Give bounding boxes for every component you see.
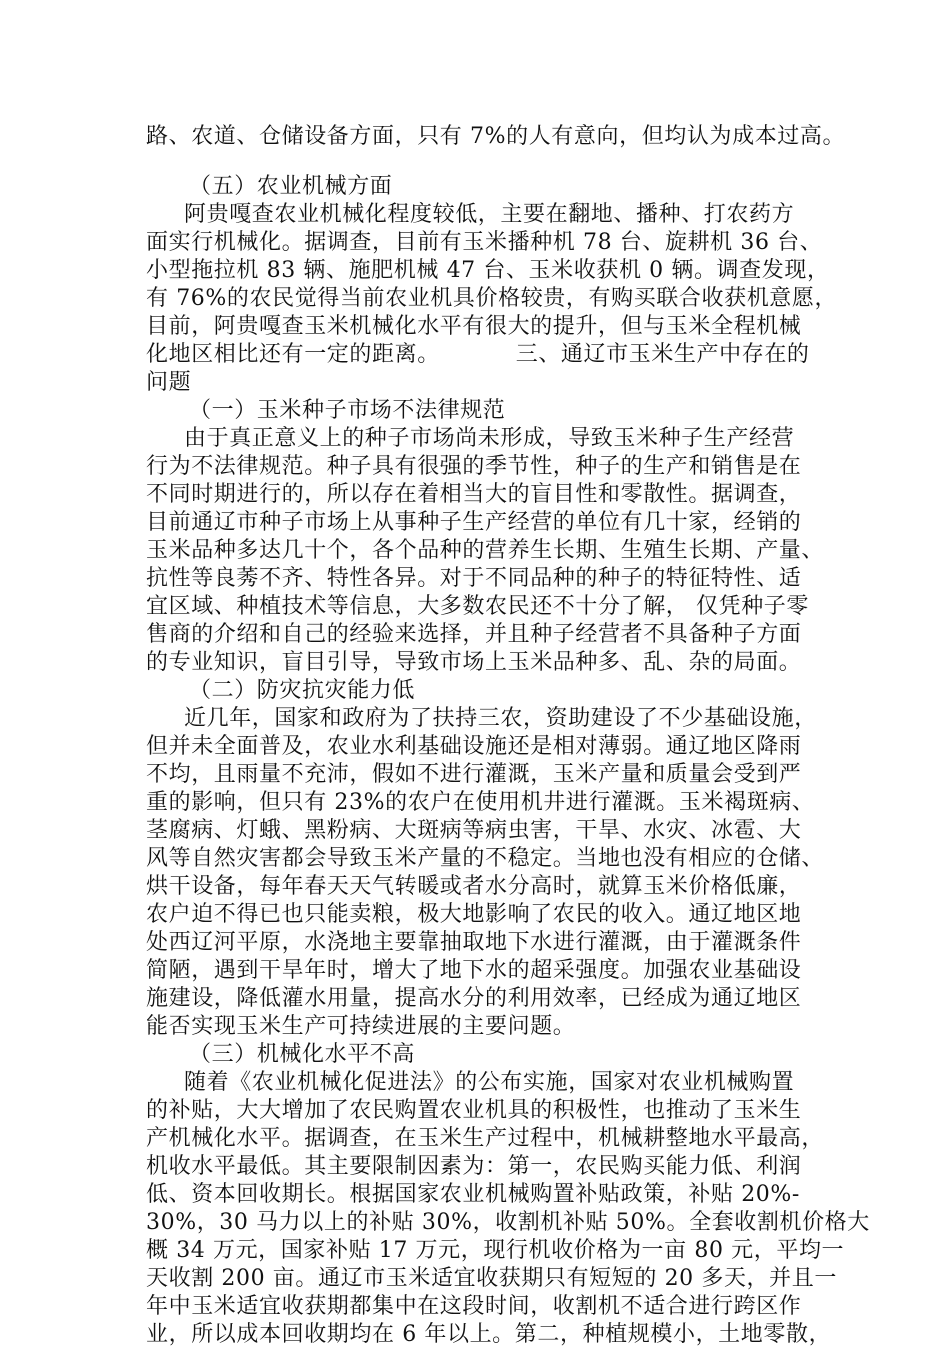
text-line: 阿贵嘎查农业机械化程度较低，主要在翻地、播种、打农药方 bbox=[184, 202, 795, 227]
text-line: 不均，且雨量不充沛，假如不进行灌溉，玉米产量和质量会受到严 bbox=[146, 762, 802, 787]
text-line: 机收水平最低。其主要限制因素为：第一，农民购买能力低、利润 bbox=[146, 1154, 802, 1179]
text-line: 售商的介绍和自己的经验来选择，并且种子经营者不具备种子方面 bbox=[146, 622, 802, 647]
text-line: 烘干设备，每年春天天气转暖或者水分高时，就算玉米价格低廉， bbox=[146, 874, 802, 899]
text-line: 年中玉米适宜收获期都集中在这段时间，收割机不适合进行跨区作 bbox=[146, 1294, 802, 1319]
section-heading: （一）玉米种子市场不法律规范 bbox=[189, 398, 506, 423]
text-line: 宜区域、种植技术等信息，大多数农民还不十分了解， 仅凭种子零 bbox=[146, 594, 809, 619]
section-heading: （三）机械化水平不高 bbox=[189, 1042, 416, 1067]
text-line: 天收割 200 亩。通辽市玉米适宜收获期只有短短的 20 多天，并且一 bbox=[146, 1266, 837, 1291]
text-line: 风等自然灾害都会导致玉米产量的不稳定。当地也没有相应的仓储、 bbox=[146, 846, 825, 871]
text-line: 问题 bbox=[146, 370, 192, 395]
text-line: 农户迫不得已也只能卖粮，极大地影响了农民的收入。通辽地区地 bbox=[146, 902, 802, 927]
text-line: 30%，30 马力以上的补贴 30%，收割机补贴 50%。全套收割机价格大 bbox=[146, 1210, 870, 1235]
text-line: 施建设，降低灌水用量，提高水分的利用效率，已经成为通辽地区 bbox=[146, 986, 802, 1011]
text-line: 但并未全面普及，农业水利基础设施还是相对薄弱。通辽地区降雨 bbox=[146, 734, 802, 759]
text-line: 面实行机械化。据调查，目前有玉米播种机 78 台、旋耕机 36 台、 bbox=[146, 230, 823, 255]
text-line: 小型拖拉机 83 辆、施肥机械 47 台、玉米收获机 0 辆。调查发现， bbox=[146, 258, 830, 283]
text-line: 茎腐病、灯蛾、黑粉病、大斑病等病虫害，干旱、水灾、冰雹、大 bbox=[146, 818, 802, 843]
text-line: 概 34 万元，国家补贴 17 万元，现行机收价格为一亩 80 元，平均一 bbox=[146, 1238, 845, 1263]
text-line: 简陋，遇到干旱年时，增大了地下水的超采强度。加强农业基础设 bbox=[146, 958, 802, 983]
text-line: 化地区相比还有一定的距离。 三、通辽市玉米生产中存在的 bbox=[146, 342, 810, 367]
text-line: 的专业知识，盲目引导，导致市场上玉米品种多、乱、杂的局面。 bbox=[146, 650, 802, 675]
text-line: 低、资本回收期长。根据国家农业机械购置补贴政策，补贴 20%- bbox=[146, 1182, 800, 1207]
text-line: 能否实现玉米生产可持续进展的主要问题。 bbox=[146, 1014, 576, 1039]
text-line: 由于真正意义上的种子市场尚未形成，导致玉米种子生产经营 bbox=[184, 426, 795, 451]
text-line: 玉米品种多达几十个，各个品种的营养生长期、生殖生长期、产量、 bbox=[146, 538, 825, 563]
text-line: 产机械化水平。据调查，在玉米生产过程中，机械耕整地水平最高， bbox=[146, 1126, 825, 1151]
text-line: 的补贴，大大增加了农民购置农业机具的积极性，也推动了玉米生 bbox=[146, 1098, 802, 1123]
text-line: 重的影响，但只有 23%的农户在使用机井进行灌溉。玉米褐斑病、 bbox=[146, 790, 815, 815]
text-line: 路、农道、仓储设备方面，只有 7%的人有意向，但均认为成本过高。 bbox=[146, 124, 846, 149]
text-line: 业，所以成本回收期均在 6 年以上。第二，种植规模小，土地零散， bbox=[146, 1322, 832, 1347]
text-line: 目前通辽市种子市场上从事种子生产经营的单位有几十家，经销的 bbox=[146, 510, 802, 535]
text-line: 不同时期进行的，所以存在着相当大的盲目性和零散性。据调查， bbox=[146, 482, 802, 507]
text-line: 有 76%的农民觉得当前农业机具价格较贵，有购买联合收获机意愿， bbox=[146, 286, 838, 311]
text-line: 处西辽河平原，水浇地主要靠抽取地下水进行灌溉，由于灌溉条件 bbox=[146, 930, 802, 955]
text-line: 行为不法律规范。种子具有很强的季节性，种子的生产和销售是在 bbox=[146, 454, 802, 479]
text-line: 抗性等良莠不齐、特性各异。对于不同品种的种子的特征特性、适 bbox=[146, 566, 802, 591]
text-line: 随着《农业机械化促进法》的公布实施，国家对农业机械购置 bbox=[184, 1070, 795, 1095]
text-line: 近几年，国家和政府为了扶持三农，资助建设了不少基础设施， bbox=[184, 706, 817, 731]
section-heading: （二）防灾抗灾能力低 bbox=[189, 678, 416, 703]
section-heading: （五）农业机械方面 bbox=[189, 174, 393, 199]
text-line: 目前，阿贵嘎查玉米机械化水平有很大的提升，但与玉米全程机械 bbox=[146, 314, 802, 339]
